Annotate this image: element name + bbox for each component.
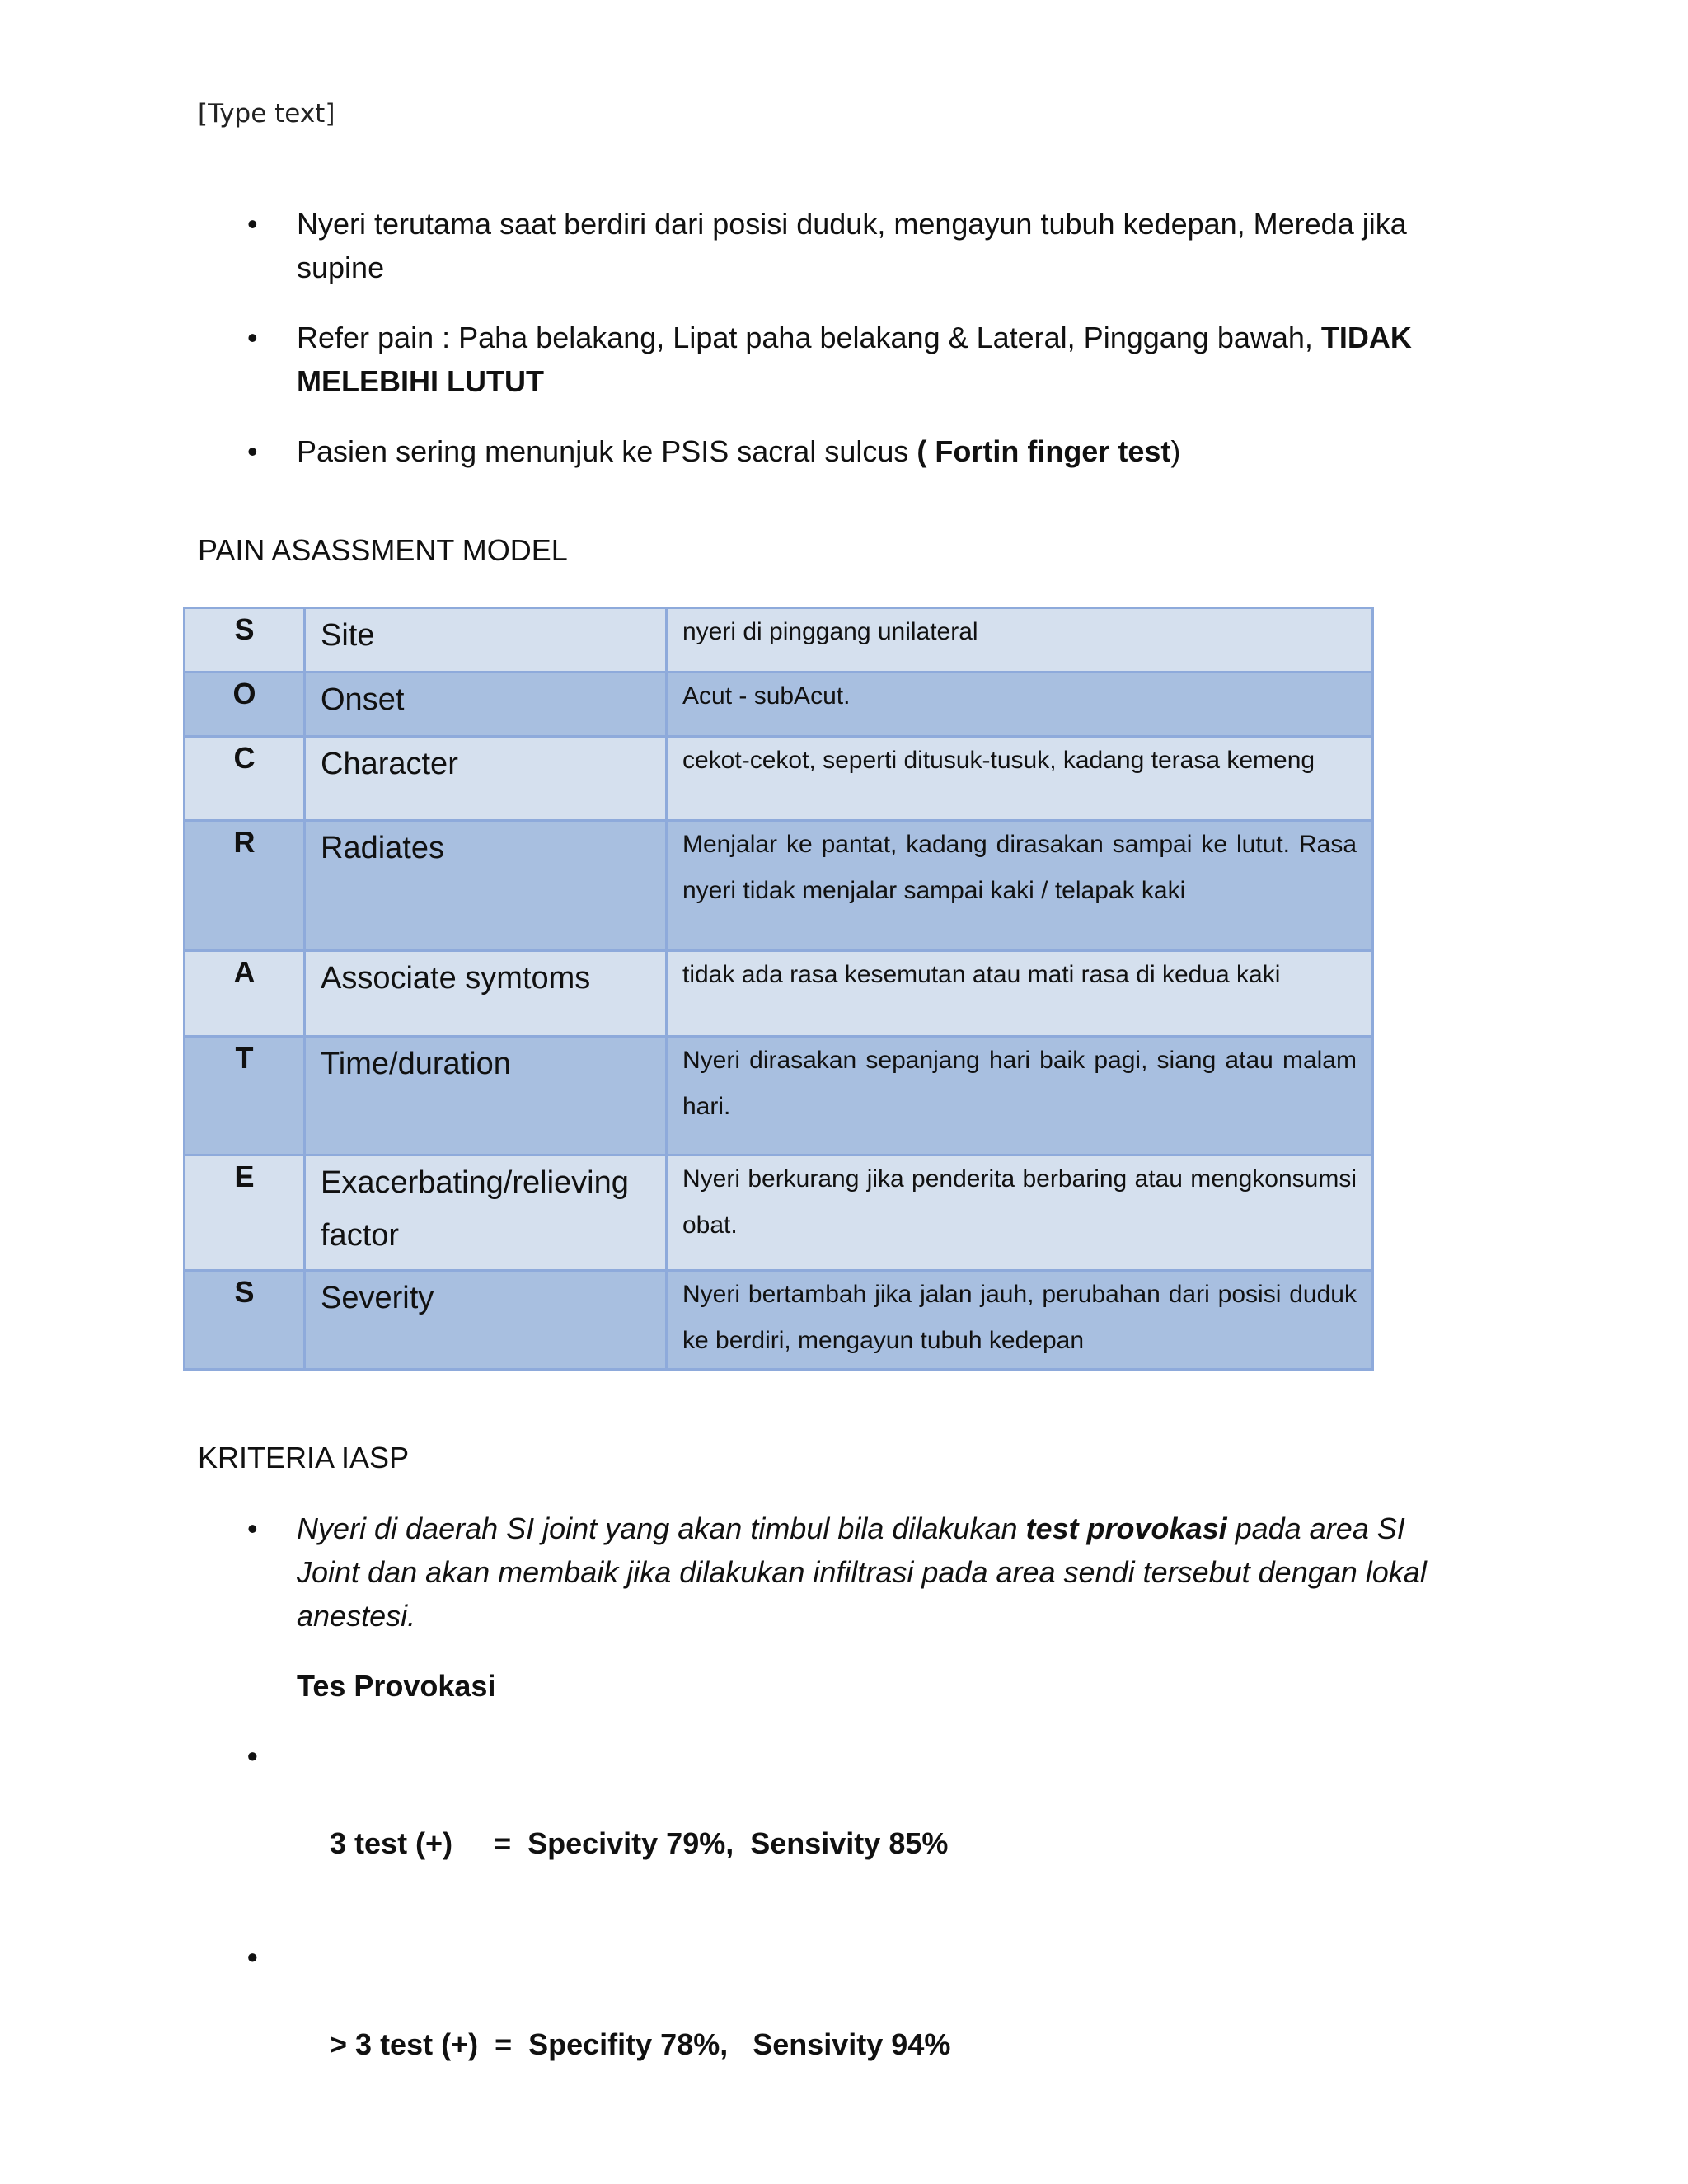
bullet-icon: • — [247, 1739, 258, 1773]
row-label: Radiates — [305, 821, 667, 951]
table-row — [185, 821, 1373, 951]
bullet-text: Nyeri terutama saat berdiri dari posisi duduk, mengayun tubuh kedepan, Mereda jika supine — [297, 207, 1407, 284]
bullet-item-psis — [198, 429, 1467, 473]
row-label: Onset — [305, 673, 667, 737]
bullet-icon: • — [247, 1940, 258, 1974]
table-row — [185, 1271, 1373, 1370]
bullet-text: 3 test (+) = Specivity 79%, Sensivity 85% — [330, 1826, 949, 1860]
table-row — [185, 1037, 1373, 1155]
row-description: Nyeri bertambah jika jalan jauh, perubahan dari posisi duduk ke berdiri, mengayun tubuh kedepan — [667, 1271, 1373, 1370]
row-description: tidak ada rasa kesemutan atau mati rasa di kedua kaki — [667, 951, 1373, 1037]
bullet-item-stat — [198, 1734, 1467, 1909]
row-description: Nyeri dirasakan sepanjang hari baik pagi, siang atau malam hari. — [667, 1037, 1373, 1155]
row-letter: O — [185, 673, 305, 737]
table-row — [185, 608, 1373, 673]
row-description: cekot-cekot, seperti ditusuk-tusuk, kadang terasa kemeng — [667, 737, 1373, 821]
bullet-text: Refer pain : Paha belakang, Lipat paha belakang & Lateral, Pinggang bawah, — [297, 321, 1321, 354]
pain-model-title: PAIN ASASSMENT MODEL — [198, 533, 568, 567]
row-letter: E — [185, 1155, 305, 1271]
bullet-item-refer-pain — [198, 316, 1467, 403]
bullet-text: Nyeri di daerah SI joint yang akan timbul bila dilakukan — [297, 1511, 1026, 1545]
row-description: Acut - subAcut. — [667, 673, 1373, 737]
bullet-text: Pasien sering menunjuk ke PSIS sacral sulcus — [297, 434, 917, 468]
table-row — [185, 673, 1373, 737]
bullet-item-iasp-criterion — [198, 1507, 1467, 1638]
bullet-bold-text: test provokasi — [1025, 1511, 1227, 1545]
row-letter: A — [185, 951, 305, 1037]
row-label: Time/duration — [305, 1037, 667, 1155]
row-label: Site — [305, 608, 667, 673]
row-label: Associate symtoms — [305, 951, 667, 1037]
bullet-text: > 3 test (+) = Specifity 78%, Sensivity 94% — [330, 2027, 951, 2061]
row-letter: S — [185, 608, 305, 673]
table-row — [185, 737, 1373, 821]
bullet-item-standing-pain — [198, 202, 1467, 289]
table-row — [185, 951, 1373, 1037]
bullet-icon: • — [247, 1511, 258, 1545]
bullet-bold-text: TIDAK MELEBIHI LUTUT — [297, 321, 1412, 398]
row-label: Character — [305, 737, 667, 821]
top-bullet-list — [198, 202, 1467, 499]
provocation-test-heading: Tes Provokasi — [297, 1669, 496, 1703]
bullet-tail-text: ) — [1170, 434, 1181, 468]
bullet-item-stat — [198, 1935, 1467, 2110]
row-letter: S — [185, 1271, 305, 1370]
table-row — [185, 1155, 1373, 1271]
row-description: Menjalar ke pantat, kadang dirasakan sampai ke lutut. Rasa nyeri tidak menjalar sampai kaki / telapak kaki — [667, 821, 1373, 951]
row-letter: R — [185, 821, 305, 951]
row-description: nyeri di pinggang unilateral — [667, 608, 1373, 673]
bullet-icon: • — [247, 321, 258, 354]
row-description: Nyeri berkurang jika penderita berbaring atau mengkonsumsi obat. — [667, 1155, 1373, 1271]
bullet-icon: • — [247, 434, 258, 468]
header-placeholder-text: [Type text] — [198, 99, 335, 129]
row-label: Severity — [305, 1271, 667, 1370]
bullet-icon: • — [247, 207, 258, 241]
row-letter: T — [185, 1037, 305, 1155]
row-label: Exacerbating/relieving factor — [305, 1155, 667, 1271]
iasp-title: KRITERIA IASP — [198, 1441, 410, 1474]
row-letter: C — [185, 737, 305, 821]
iasp-bullet-list — [198, 1507, 1467, 2136]
bullet-tail-text: pada area SI Joint dan akan membaik jika dilakukan infiltrasi pada area sendi tersebut dengan lokal anestesi. — [297, 1511, 1427, 1633]
bullet-bold-text: ( Fortin finger test — [917, 434, 1171, 468]
socrates-table — [183, 607, 1374, 1371]
